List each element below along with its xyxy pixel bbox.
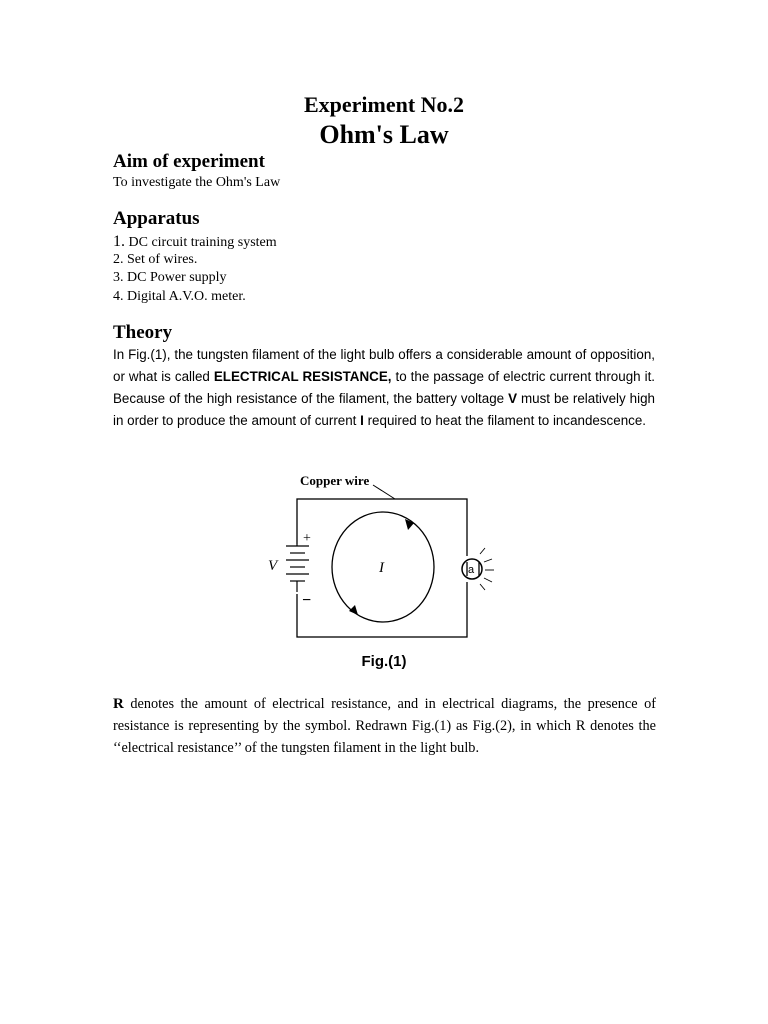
- copper-wire-label: Copper wire: [300, 473, 370, 488]
- apparatus-item-number: 1.: [113, 233, 125, 250]
- current-arrow-icon: [349, 605, 358, 615]
- plus-sign: +: [303, 531, 311, 546]
- apparatus-item-number: 2.: [113, 252, 124, 267]
- voltage-label: V: [268, 558, 278, 574]
- apparatus-item-text: DC Power supply: [123, 270, 227, 285]
- theory-text: required to heat the filament to incandescence.: [363, 413, 647, 428]
- apparatus-item: [113, 270, 227, 286]
- circuit-diagram: [255, 462, 515, 642]
- theory-paragraph: [113, 344, 655, 432]
- theory-bold-term: ELECTRICAL RESISTANCE,: [213, 369, 392, 384]
- theory-bold-term: V: [508, 391, 518, 406]
- minus-sign: −: [302, 592, 312, 609]
- apparatus-item-text: Digital A.V.O. meter.: [123, 289, 246, 304]
- resistance-text: denotes the amount of electrical resistance, and in electrical diagrams, the presence of resistance is representing by the symbol. Redrawn Fig.(1) as Fig.(2), in which R denotes the ‘‘electrical resistance’’ of the tungsten filament in the light bulb.: [113, 696, 656, 756]
- theory-text: must be relatively high in order to produce the amount of current: [113, 391, 655, 428]
- theory-text: In Fig.(1), the tungsten filament of the light bulb offers a considerable amount of opposition, or what is called: [113, 347, 655, 384]
- apparatus-item-text: DC circuit training system: [125, 235, 277, 250]
- apparatus-heading: Apparatus: [113, 208, 200, 229]
- apparatus-item: [113, 289, 246, 305]
- apparatus-item-number: 4.: [113, 289, 124, 304]
- apparatus-item-text: Set of wires.: [123, 252, 198, 267]
- experiment-number: Experiment No.2: [303, 92, 465, 117]
- resistance-paragraph: [113, 693, 656, 759]
- page-title: Ohm's Law: [319, 120, 449, 149]
- apparatus-item: [113, 252, 197, 268]
- aim-text: To investigate the Ohm's Law: [113, 175, 281, 190]
- theory-heading: Theory: [113, 322, 173, 343]
- apparatus-item-number: 3.: [113, 270, 124, 285]
- bulb-label: a: [468, 564, 475, 576]
- battery-gap: [293, 544, 303, 594]
- resistance-symbol: R: [113, 696, 124, 712]
- theory-text: to the passage of electric current through it. Because of the high resistance of the filament, the battery voltage: [113, 369, 656, 406]
- aim-heading: Aim of experiment: [113, 151, 265, 172]
- figure-caption: Fig.(1): [361, 653, 407, 670]
- theory-bold-term: I: [360, 413, 364, 428]
- copper-wire-pointer: [373, 485, 395, 499]
- current-label: I: [379, 560, 384, 576]
- apparatus-item: [113, 233, 277, 251]
